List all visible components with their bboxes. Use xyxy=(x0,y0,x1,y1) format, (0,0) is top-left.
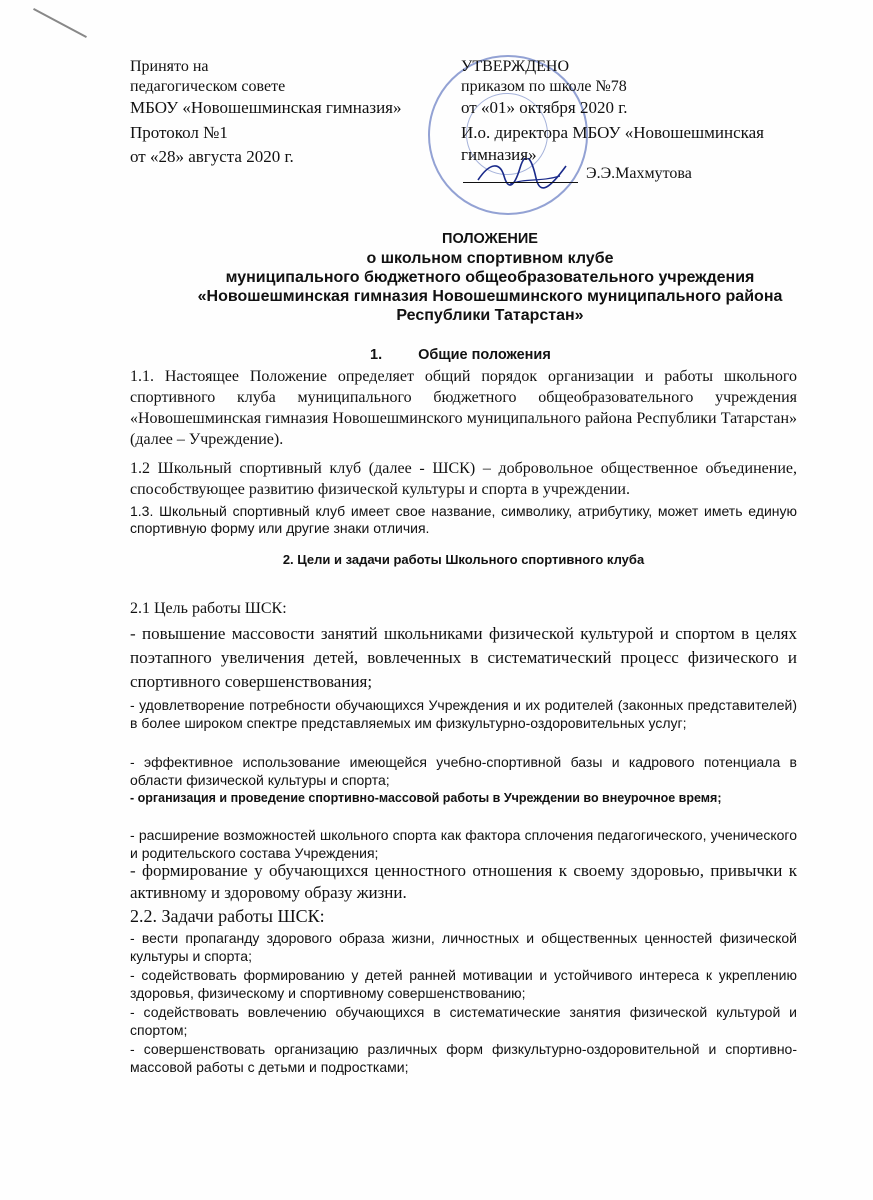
approved-line3: от «01» октября 2020 г. xyxy=(461,98,628,117)
goal-item: - организация и проведение спортивно-массовой работы в Учреждении во внеурочное время; xyxy=(130,791,722,805)
goal-item: - расширение возможностей школьного спорта как фактора сплочения педагогического, ученического и родительского состава Учреждения; xyxy=(130,827,797,861)
accepted-line3: МБОУ «Новошешминская гимназия» xyxy=(130,98,402,117)
approved-line1: УТВЕРЖДЕНО xyxy=(461,58,570,75)
approved-line2: приказом по школе №78 xyxy=(461,78,627,95)
title-line4: «Новошешминская гимназия Новошешминского муниципального района xyxy=(197,288,783,305)
section2-heading: 2. Цели и задачи работы Школьного спортивного клуба xyxy=(282,552,645,567)
document-title: ПОЛОЖЕНИЕ xyxy=(442,231,538,247)
goal-item: - эффективное использование имеющейся учебно-спортивной базы и кадрового потенциала в области физической культуры и спорта; xyxy=(130,754,797,788)
section1-number: 1. xyxy=(370,347,383,363)
section1-p1: 1.1. Настоящее Положение определяет общий порядок организации и работы школьного спортивного клуба муниципального бюджетного общеобразовательного учреждения «Новошешминская гимназия Новошешминского муниципального района Республики Татарстан» (далее – Учреждение). xyxy=(130,368,797,448)
goal-item: - повышение массовости занятий школьниками физической культурой и спортом в целях поэтапного увеличения детей, вовлеченных в систематический процесс физического и спортивного совершенствования; xyxy=(130,624,797,691)
section1-title: Общие положения xyxy=(418,347,551,363)
goal-item: - удовлетворение потребности обучающихся Учреждения и их родителей (законных представителей) в более широком спектре представляемых им физкультурно-оздоровительных услуг; xyxy=(130,697,797,731)
accepted-block xyxy=(130,57,430,168)
goal-label: 2.1 Цель работы ШСК: xyxy=(130,600,287,617)
section1-p3: 1.3. Школьный спортивный клуб имеет свое название, символику, атрибутику, может иметь единую спортивную форму или другие знаки отличия. xyxy=(130,503,797,536)
accepted-line1: Принято на xyxy=(130,58,209,75)
accepted-date: от «28» августа 2020 г. xyxy=(130,147,294,166)
approved-signer: Э.Э.Махмутова xyxy=(586,165,692,182)
approved-line4: И.о. директора МБОУ «Новошешминская xyxy=(461,123,765,142)
accepted-protocol: Протокол №1 xyxy=(130,123,228,142)
task-item: - содействовать вовлечению обучающихся в систематические занятия физической культурой и спортом; xyxy=(130,1004,797,1038)
title-line2: о школьном спортивном клубе xyxy=(366,250,614,267)
approved-block xyxy=(461,57,801,166)
title-line5: Республики Татарстан» xyxy=(396,307,584,324)
section1-heading xyxy=(370,346,551,364)
scan-artifact xyxy=(33,8,87,38)
tasks-label: 2.2. Задачи работы ШСК: xyxy=(130,906,325,926)
task-item: - содействовать формированию у детей ранней мотивации и устойчивого интереса к укреплению здоровья, физическому и спортивному совершенствованию; xyxy=(130,967,797,1001)
task-item: - совершенствовать организацию различных форм физкультурно-оздоровительной и спортивно-массовой работы с детьми и подростками; xyxy=(130,1041,797,1075)
signature-line xyxy=(463,182,578,183)
title-line3: муниципального бюджетного общеобразовательного учреждения xyxy=(225,269,755,286)
section1-p2: 1.2 Школьный спортивный клуб (далее - ШСК) – добровольное общественное объединение, способствующее развитию физической культуры и спорта в учреждении. xyxy=(130,460,797,498)
approved-line5: гимназия» xyxy=(461,145,537,164)
task-item: - вести пропаганду здорового образа жизни, личностных и общественных ценностей физической культуры и спорта; xyxy=(130,930,797,964)
goal-item: - формирование у обучающихся ценностного отношения к своему здоровью, привычки к активному и здоровому образу жизни. xyxy=(130,861,797,902)
accepted-line2: педагогическом совете xyxy=(130,78,286,95)
